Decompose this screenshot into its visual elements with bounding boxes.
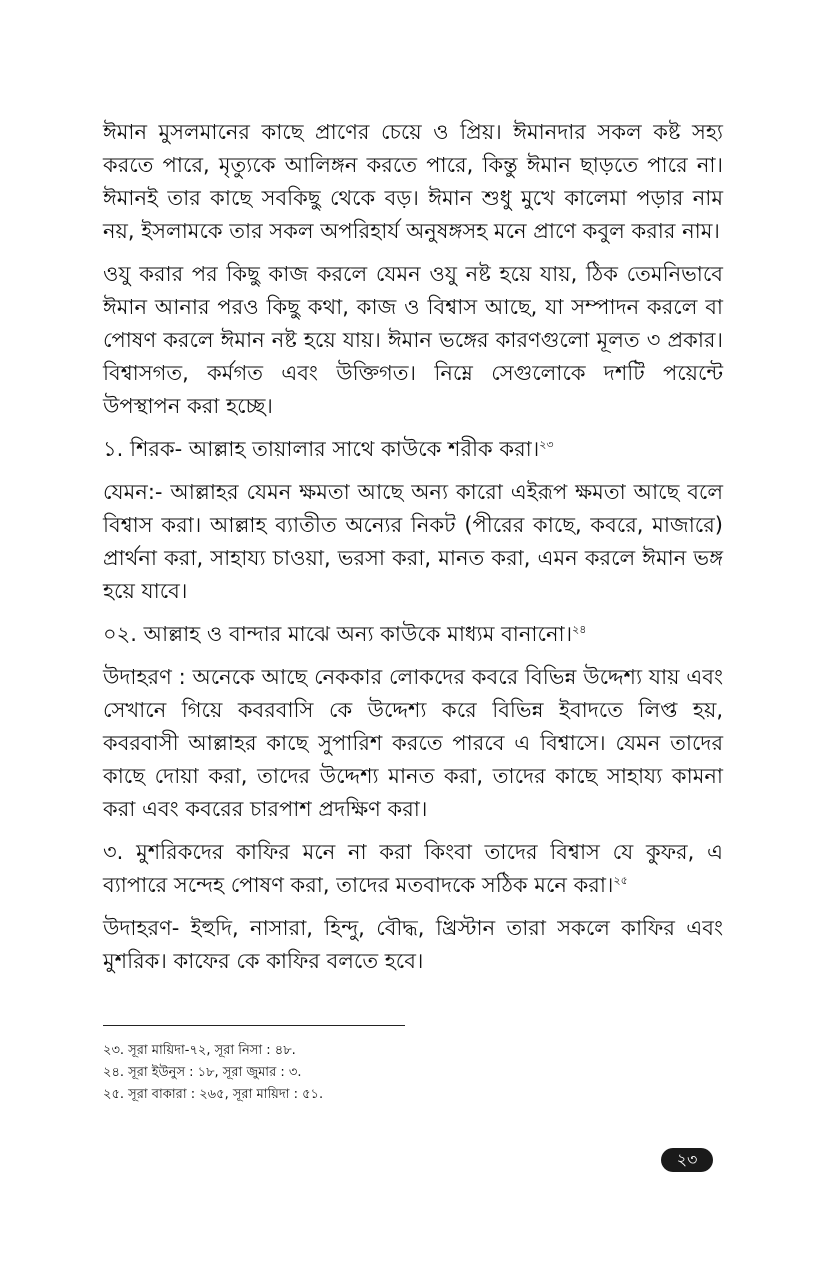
point-3-heading: ৩. মুশরিকদের কাফির মনে না করা কিংবা তাদের বিশ্বাস যে কুফর, এ ব্যাপারে সন্দেহ পোষণ করা, তাদের মতবাদকে সঠিক মনে করা।$^{২৫}$: [103, 840, 723, 897]
footnote-24: ২৪. সূরা ইউনুস : ১৮, সূরা জুমার : ৩.: [103, 1065, 302, 1080]
point-1-heading: ১. শিরক- আল্লাহ তায়ালার সাথে কাউকে শরীক করা।$^{২৩}$: [103, 437, 554, 461]
footnote-25: ২৫. সূরা বাকারা : ২৬৫, সূরা মায়িদা : ৫১.: [103, 1087, 324, 1102]
footnotes: [103, 1040, 503, 1106]
footnote-23: ২৩. সূরা মায়িদা-৭২, সূরা নিসা : ৪৮.: [103, 1043, 296, 1058]
paragraph-intro: ঈমান মুসলমানের কাছে প্রাণের চেয়ে ও প্রিয়। ঈমানদার সকল কষ্ট সহ্য করতে পারে, মৃত্যুকে আলিঙ্গন করতে পারে, কিন্তু ঈমান ছাড়তে পারে না। ঈমানই তার কাছে সবকিছু থেকে বড়। ঈমান শুধু মুখে কালেমা পড়ার নাম নয়, ইসলামকে তার সকল অপরিহার্য অনুষঙ্গসহ মনে প্রাণে কবুল করার নাম।: [103, 120, 723, 243]
body-text: [103, 116, 723, 988]
page-number-badge: ২৩: [661, 1148, 713, 1172]
footnote-divider: [103, 1025, 405, 1026]
footnote-ref: ২৩: [539, 438, 554, 451]
footnote-ref: ২৫: [613, 874, 628, 887]
point-1-example: যেমন:- আল্লাহর যেমন ক্ষমতা আছে অন্য কারো এইরূপ ক্ষমতা আছে বলে বিশ্বাস করা। আল্লাহ ব্যাতীত অন্যের নিকট (পীরের কাছে, কবরে, মাজারে) প্রার্থনা করা, সাহায্য চাওয়া, ভরসা করা, মানত করা, এমন করলে ঈমান ভঙ্গ হয়ে যাবে।: [103, 480, 723, 603]
point-2-example: উদাহরণ : অনেকে আছে নেককার লোকদের কবরে বিভিন্ন উদ্দেশ্য যায় এবং সেখানে গিয়ে কবরবাসি কে উদ্দেশ্য করে বিভিন্ন ইবাদতে লিপ্ত হয়, কবরবাসী আল্লাহর কাছে সুপারিশ করতে পারবে এ বিশ্বাসে। যেমন তাদের কাছে দোয়া করা, তাদের উদ্দেশ্য মানত করা, তাদের কাছে সাহায্য কামনা করা এবং কবরের চারপাশ প্রদক্ষিণ করা।: [103, 665, 723, 821]
point-2-heading: ০২. আল্লাহ ও বান্দার মাঝে অন্য কাউকে মাধ্যম বানানো।$^{২৪}$: [103, 622, 587, 646]
footnote-ref: ২৪: [572, 623, 587, 636]
paragraph-wudu-analogy: ওযু করার পর কিছু কাজ করলে যেমন ওযু নষ্ট হয়ে যায়, ঠিক তেমনিভাবে ঈমান আনার পরও কিছু কথা, কাজ ও বিশ্বাস আছে, যা সম্পাদন করলে বা পোষণ করলে ঈমান নষ্ট হয়ে যায়। ঈমান ভঙ্গের কারণগুলো মূলত ৩ প্রকার। বিশ্বাসগত, কর্মগত এবং উক্তিগত। নিম্নে সেগুলোকে দশটি পয়েন্টে উপস্থাপন করা হচ্ছে।: [103, 262, 723, 418]
point-3-example: উদাহরণ- ইহুদি, নাসারা, হিন্দু, বৌদ্ধ, খ্রিস্টান তারা সকলে কাফির এবং মুশরিক। কাফের কে কাফির বলতে হবে।: [103, 916, 723, 973]
